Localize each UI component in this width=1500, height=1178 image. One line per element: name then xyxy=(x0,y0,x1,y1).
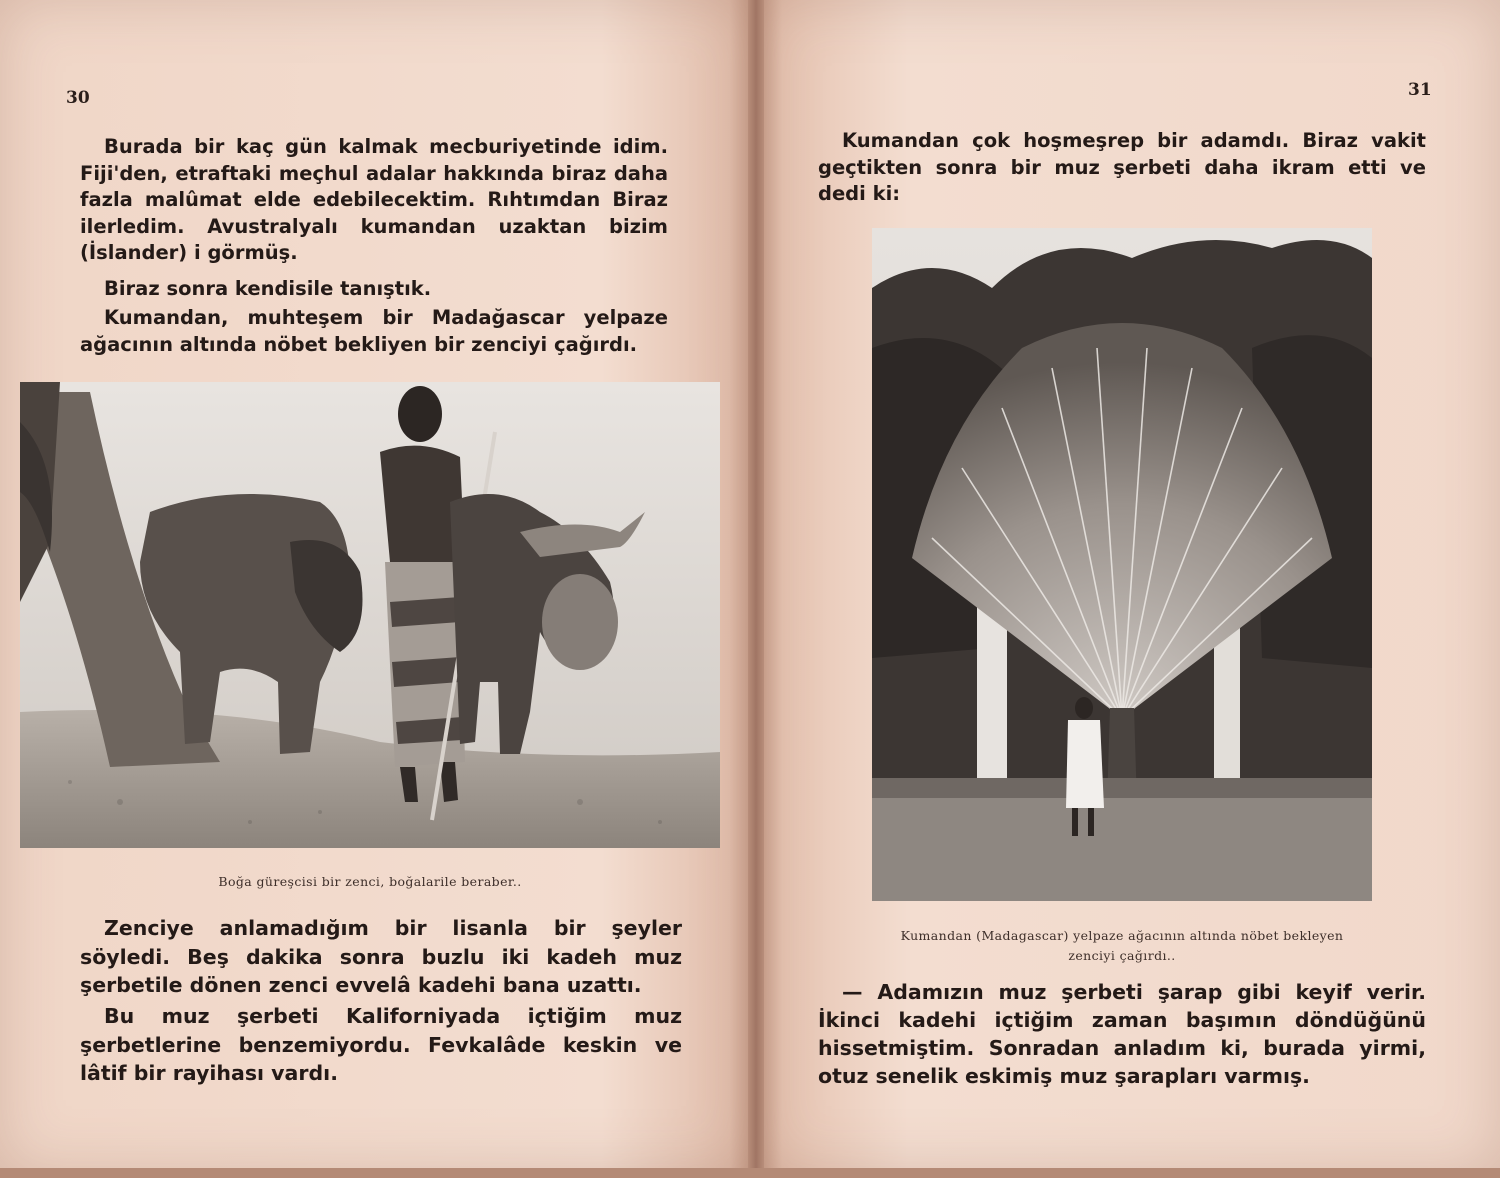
photo-bull-wrestler xyxy=(20,382,720,848)
left-paragraph-3: Kumandan, muhteşem bir Madağascar yelpaze ağacının altında nöbet bekliyen bir zenciyi çağırdı. xyxy=(80,306,668,356)
right-paragraph-1: Kumandan çok hoşmeşrep bir adamdı. Biraz vakit geçtikten sonra bir muz şerbeti daha ikram etti ve dedi ki: xyxy=(818,129,1426,205)
left-page-number: 30 xyxy=(66,88,90,108)
page-bottom-edge xyxy=(0,1168,1500,1178)
right-photo-caption-line2: zenciyi çağırdı.. xyxy=(1068,948,1176,963)
right-photo-caption-line1: Kumandan (Madagascar) yelpaze ağacının altında nöbet bekleyen xyxy=(900,928,1344,943)
left-paragraph-5: Bu muz şerbeti Kaliforniyada içtiğim muz şerbetlerine benzemiyordu. Fevkalâde keskin ve lâtif bir rayihası vardı. xyxy=(80,1004,682,1085)
left-paragraph-1: Burada bir kaç gün kalmak mecburiyetinde idim. Fiji'den, etraftaki meçhul adalar hakkında biraz daha fazla malûmat elde edebilecektim. Rıhtımdan Biraz ilerledim. Avustralyalı kumandan uzaktan bizim (İslander) i görmüş. xyxy=(80,135,668,264)
left-photo-caption: Boğa güreşcisi bir zenci, boğalarile beraber.. xyxy=(218,874,522,889)
photo-fan-palm xyxy=(872,228,1372,901)
left-paragraph-2: Biraz sonra kendisile tanıştık. xyxy=(104,277,432,300)
book-gutter xyxy=(748,0,764,1178)
right-paragraph-2: — Adamızın muz şerbeti şarap gibi keyif verir. İkinci kadehi içtiğim zaman başımın döndüğünü hissetmiştim. Sonradan anladım ki, burada yirmi, otuz senelik eskimiş muz şarapları varmış. xyxy=(818,980,1426,1088)
left-paragraph-4: Zenciye anlamadığım bir lisanla bir şeyler söyledi. Beş dakika sonra buzlu iki kadeh muz şerbetile dönen zenci evvelâ kadehi bana uzattı. xyxy=(80,916,682,997)
right-page-number: 31 xyxy=(1408,80,1432,100)
